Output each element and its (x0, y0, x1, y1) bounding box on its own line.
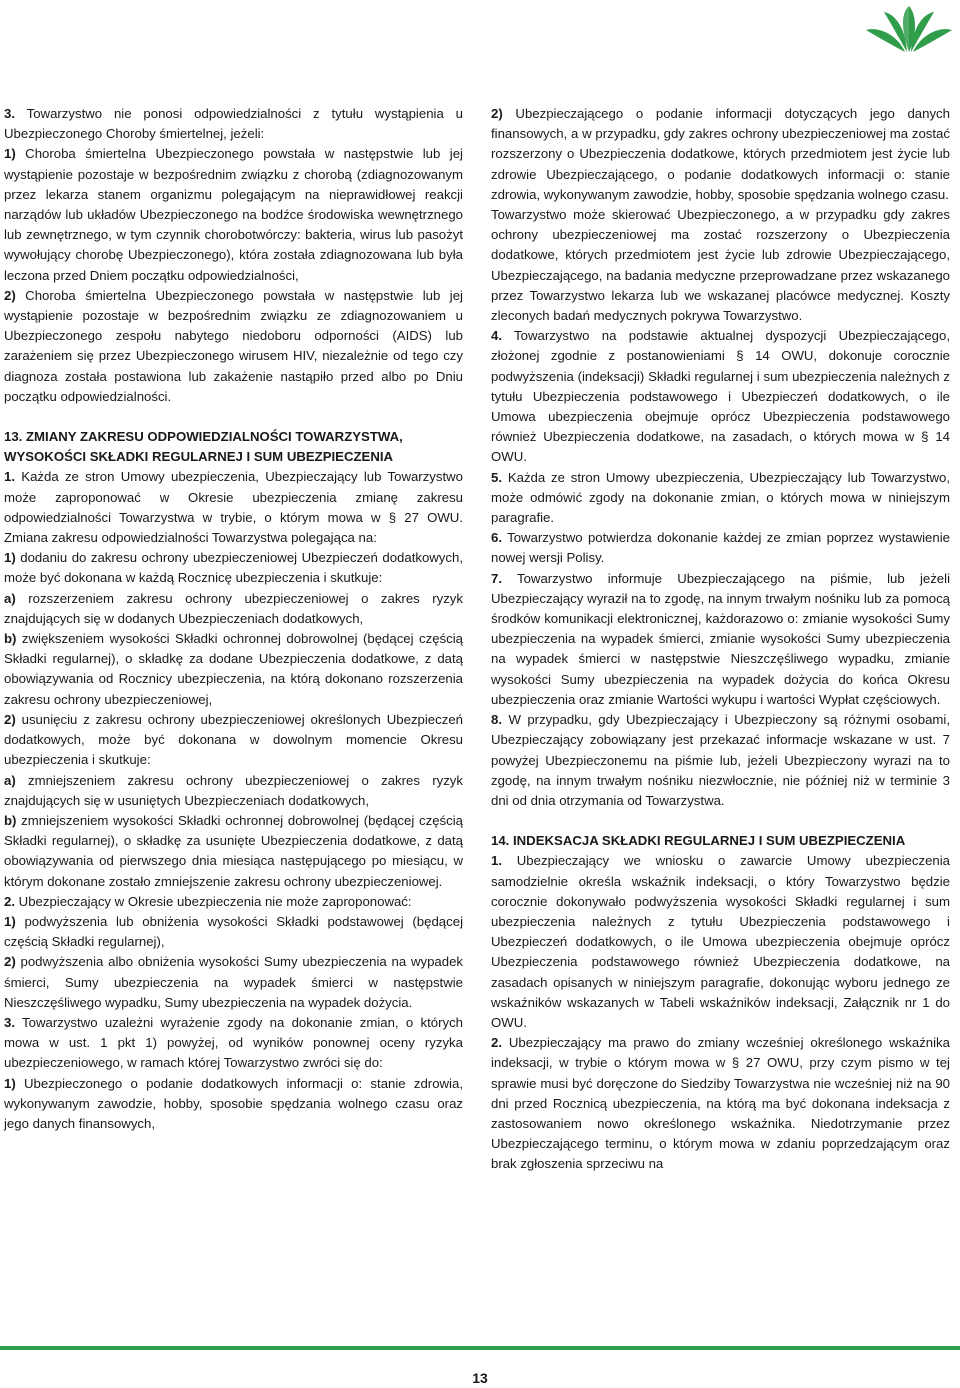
item-text: zwiększeniem wysokości Składki ochronnej dobrowolnej (będącej częścią Składki regularnej), o składkę za dodane Ubezpieczenia dodatkowe, z datą obowiązywania od Rocznicy ubezpieczenia, na którą dokonano rozszerzenia zakresu ochrony ubezpieczeniowej, (4, 631, 463, 707)
item-number: 1) (4, 550, 16, 566)
paragraph (4, 892, 463, 912)
item-number: 6. (491, 530, 502, 546)
paragraph (4, 1013, 463, 1074)
paragraph (4, 467, 463, 548)
item-text: Każda ze stron Umowy ubezpieczenia, Ubezpieczający lub Towarzystwo może zaproponować w Okresie ubezpieczenia zmianę zakresu odpowiedzialności Towarzystwa w trybie, o którym mowa w § 27 OWU. Zmiana zakresu odpowiedzialności Towarzystwa polegająca na: (4, 469, 463, 546)
item-text: Ubezpieczającego o podanie informacji dotyczących jego danych finansowych, a w przypadku, gdy zakres ochrony ubezpieczeniowej ma zostać rozszerzony o Ubezpieczenia dodatkowe, których przedmiotem jest życie lub zdrowie Ubezpieczającego, o podanie dodatkowych informacji o: stanie zdrowia, wykonywanym zawodzie, hobby, sposobie spędzania wolnego czasu. (491, 106, 950, 202)
item-text: Ubezpieczonego o podanie dodatkowych informacji o: stanie zdrowia, wykonywanym zawodzie, hobby, sposobie spędzania wolnego czasu oraz jego danych finansowych, (4, 1075, 463, 1131)
item-text: Ubezpieczający ma prawo do zmiany wcześniej określonego wskaźnika indeksacji, w trybie o którym mowa w § 27 OWU, przy czym pismo w tej sprawie musi być doręczone do Siedziby Towarzystwa nie wcześniej niż na 90 dni przed Rocznicą ubezpieczenia, na którą ma być dokonana indeksacja z zastosowaniem nowo określonego wskaźnika. Niedotrzymanie przez Ubezpieczającego terminu, o którym mowa w zdaniu poprzedzającym oraz brak zgłoszenia sprzeciwu na (491, 1035, 950, 1172)
right-column (491, 104, 950, 1175)
paragraph (4, 710, 463, 771)
paragraph (491, 710, 950, 811)
item-text: rozszerzeniem zakresu ochrony ubezpieczeniowej o zakres ryzyk znajdujących się w dodanych Ubezpieczeniach dodatkowych, (4, 590, 463, 626)
item-number: 1) (4, 146, 16, 162)
item-number: 2) (4, 711, 16, 727)
section-heading: 13. ZMIANY ZAKRESU ODPOWIEDZIALNOŚCI TOWARZYSTWA, WYSOKOŚCI SKŁADKI REGULARNEJ I SUM UBEZPIECZENIA (4, 429, 403, 465)
item-text: Towarzystwo może skierować Ubezpieczonego, a w przypadku gdy zakres ochrony ubezpieczeniowej ma zostać rozszerzony o Ubezpieczenia dodatkowe, których przedmiotem jest życie lub zdrowie Ubezpieczającego, Ubezpieczającego, na badania medyczne przeprowadzane przez wskazanego przez Towarzystwo lekarza lub we wskazanej placówce medycznej. Koszty zleconych badań medycznych pokrywa Towarzystwo. (491, 207, 950, 324)
item-number: a) (4, 772, 16, 788)
item-text: Towarzystwo na podstawie aktualnej dyspozycji Ubezpieczającego, złożonej zgodnie z postanowieniami § 14 OWU, dokonuje corocznie podwyższenia (indeksacji) Składki regularnej i sum ubezpieczenia należnych z tytułu Ubezpieczenia podstawowego i Ubezpieczeń dodatkowych, o ile Umowa ubezpieczenia obejmuje oprócz Ubezpieczenia podstawowego również Ubezpieczenia dodatkowe, na zasadach, o których mowa w § 14 OWU. (491, 328, 950, 465)
paragraph (491, 104, 950, 205)
paragraph (491, 528, 950, 568)
page-number: 13 (472, 1370, 488, 1386)
item-number: 2) (4, 287, 16, 303)
item-text: Ubezpieczający w Okresie ubezpieczenia nie może zaproponować: (15, 893, 412, 909)
item-text: zmniejszeniem wysokości Składki ochronnej dobrowolnej (będącej częścią Składki regularnej), o składkę za usunięte Ubezpieczenia dodatkowe, z datą obowiązywania od pierwszego dnia miesiąca następującego po miesiącu, w którym dokonane zostało zmniejszenie zakresu ochrony ubezpieczeniowej. (4, 812, 463, 889)
paragraph (4, 286, 463, 407)
paragraph (491, 468, 950, 529)
item-number: 5. (491, 469, 502, 485)
item-number: 2) (4, 954, 16, 970)
section-heading: 14. INDEKSACJA SKŁADKI REGULARNEJ I SUM UBEZPIECZENIA (491, 833, 906, 849)
paragraph (491, 569, 950, 710)
paragraph (4, 629, 463, 710)
item-number: 7. (491, 570, 502, 586)
item-number: a) (4, 590, 16, 606)
item-number: 3. (4, 106, 15, 121)
paragraph (4, 589, 463, 629)
item-text: Ubezpieczający we wniosku o zawarcie Umowy ubezpieczenia samodzielnie określa wskaźnik indeksacji, o który Towarzystwo będzie corocznie dokonywało podwyższenia wysokości Składki regularnej i sum ubezpieczenia należnych z tytułu Ubezpieczenia podstawowego i Ubezpieczeń dodatkowych, o ile Umowa ubezpieczenia obejmuje oprócz Ubezpieczenia podstawowego również Ubezpieczenia dodatkowe, na zasadach opisanych w niniejszym paragrafie, dokonując wyboru jednego ze wskaźników wskazanych w Tabeli wskaźników indeksacji, Załącznik nr 1 do OWU. (491, 853, 950, 1030)
item-number: b) (4, 812, 17, 828)
item-number: 1. (491, 853, 502, 869)
item-text: Towarzystwo potwierdza dokonanie każdej ze zmian poprzez wystawienie nowej wersji Polisy. (491, 530, 950, 566)
item-text: podwyższenia albo obniżenia wysokości Sumy ubezpieczenia na wypadek śmierci, Sumy ubezpieczenia na wypadek śmierci w następstwie Nieszczęśliwego wypadku, Sumy ubezpieczenia na wypadek dożycia. (4, 954, 463, 1010)
item-number: 2. (491, 1035, 502, 1051)
paragraph (4, 144, 463, 285)
item-number: 1. (4, 469, 15, 485)
item-number: b) (4, 631, 17, 647)
paragraph (4, 952, 463, 1013)
item-text: usunięciu z zakresu ochrony ubezpieczeniowej określonych Ubezpieczeń dodatkowych, może być dokonana w dowolnym momencie Okresu ubezpieczenia i skutkuje: (4, 711, 463, 768)
item-text: Towarzystwo nie ponosi odpowiedzialności z tytułu wystąpienia u Ubezpieczonego Choroby śmiertelnej, jeżeli: (4, 106, 463, 142)
item-text: dodaniu do zakresu ochrony ubezpieczeniowej Ubezpieczeń dodatkowych, może być dokonana w każdą Rocznicę ubezpieczenia i skutkuje: (4, 550, 463, 586)
paragraph (4, 548, 463, 588)
paragraph (491, 205, 950, 326)
item-text: W przypadku, gdy Ubezpieczający i Ubezpieczony są różnymi osobami, Ubezpieczający zobowiązany jest przekazać informacje wskazane w ust. 7 powyżej Ubezpieczonemu na piśmie lub, jeżeli Ubezpieczony wyrazi na to zgodę, na innym trwałym nośniku niezwłocznie, nie później niż w terminie 3 dni od dnia otrzymania od Towarzystwa. (491, 712, 950, 808)
paragraph (491, 851, 950, 1033)
item-number: 1) (4, 913, 16, 929)
footer-rule (0, 1346, 960, 1350)
item-text: Towarzystwo uzależni wyrażenie zgody na dokonanie zmian, o których mowa w ust. 1 pkt 1) powyżej, od wyników ponownej oceny ryzyka ubezpieczeniowego, w ramach której Towarzystwo zwróci się do: (4, 1014, 463, 1071)
item-text: podwyższenia lub obniżenia wysokości Składki podstawowej (będącej częścią Składki regularnej), (4, 913, 463, 950)
item-text: Choroba śmiertelna Ubezpieczonego powstała w następstwie lub jej wystąpienie pozostaje w bezpośrednim związku ze zdiagnozowaniem u Ubezpieczonego zespołu nabytego niedoboru odporności (AIDS) lub zarażeniem się przez Ubezpieczonego wirusem HIV, niezależnie od tego czy diagnoza została postawiona lub zakażenie nastąpiło przed albo po Dniu początku odpowiedzialności. (4, 287, 463, 404)
paragraph (4, 912, 463, 952)
item-number: 8. (491, 712, 502, 728)
item-text: Każda ze stron Umowy ubezpieczenia, Ubezpieczający lub Towarzystwo, może odmówić zgody na dokonanie zmian, o których mowa w niniejszym paragrafie. (491, 469, 950, 526)
paragraph (4, 811, 463, 892)
item-text: Towarzystwo informuje Ubezpieczającego na piśmie, lub jeżeli Ubezpieczający wyraził na to zgodę, na innym trwałym nośniku lub za pomocą środków komunikacji elektronicznej, każdorazowo o: zmianie wysokości Sumy ubezpieczenia na wypadek śmierci, zmianie wysokości Sumy ubezpieczenia na wypadek śmierci w następstwie Nieszczęśliwego wypadku, zmianie wysokości Sumy ubezpieczenia na wypadek dożycia do końca Okresu ubezpieczenia oraz zmianie Wartości wykupu i wartości Wypłat częściowych. (491, 570, 950, 707)
item-number: 1) (4, 1075, 16, 1091)
paragraph (491, 326, 950, 467)
item-number: 3. (4, 1014, 15, 1030)
item-number: 2) (491, 106, 503, 121)
item-text: zmniejszeniem zakresu ochrony ubezpieczeniowej o zakres ryzyk znajdujących się w usuniętych Ubezpieczeniach dodatkowych, (4, 772, 463, 808)
paragraph (4, 1074, 463, 1135)
left-column (4, 104, 463, 1134)
item-number: 2. (4, 893, 15, 909)
item-text: Choroba śmiertelna Ubezpieczonego powstała w następstwie lub jej wystąpienie pozostaje w bezpośrednim związku z chorobą (zdiagnozowanym przez lekarza stanem organizmu polegającym na nieprawidłowej reakcji narządów lub układów Ubezpieczonego na bodźce środowiska wewnętrznego lub zewnętrznego, w tym czynnik chorobotwórczy: bakteria, wirus lub pasożyt wywołujący chorobę Ubezpieczonego), która została zdiagnozowana lub była leczona przed Dniem początku odpowiedzialności, (4, 146, 463, 283)
paragraph (4, 104, 463, 144)
company-logo-icon (862, 4, 956, 54)
paragraph (491, 1033, 950, 1174)
item-number: 4. (491, 328, 502, 344)
paragraph (4, 771, 463, 811)
